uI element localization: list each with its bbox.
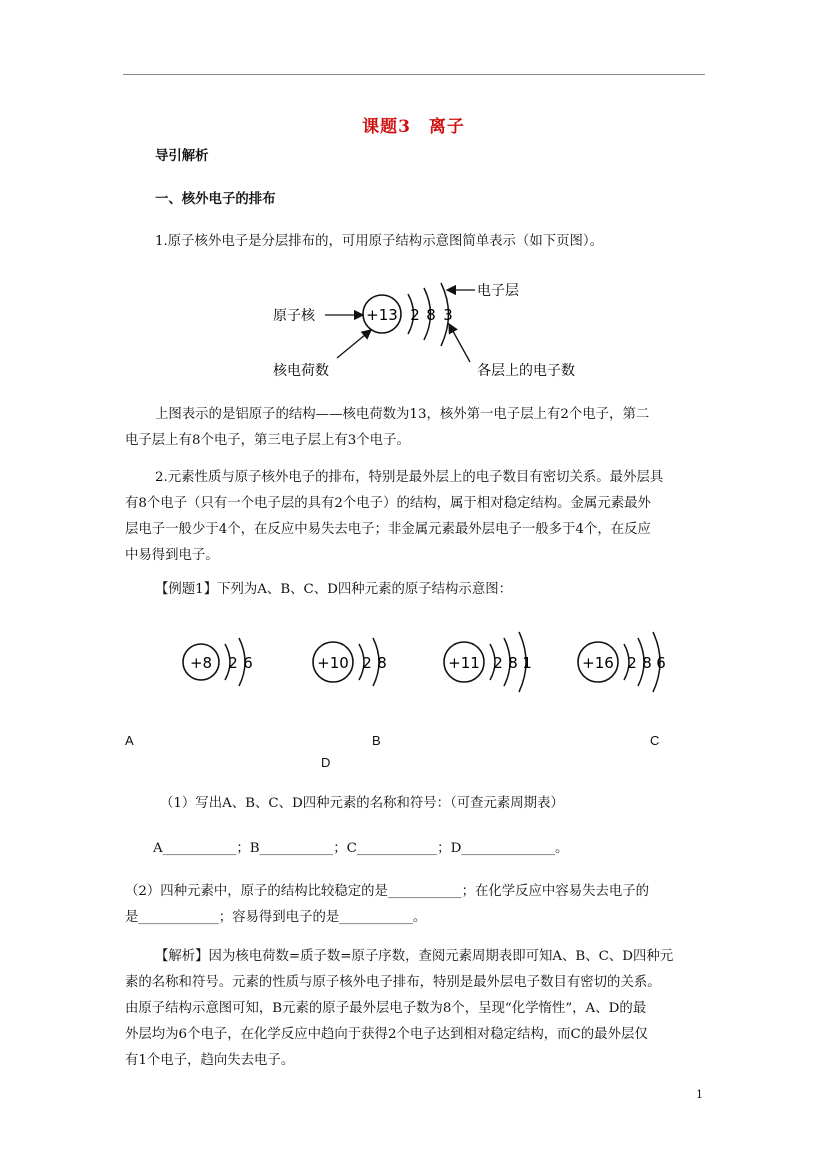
header-rule — [123, 74, 705, 75]
analysis-line-3: 由原子结构示意图可知，B元素的原子最外层电子数为8个，呈现“化学惰性”，A、D的最 — [125, 1001, 647, 1016]
atom-a-label: A — [125, 733, 134, 748]
paragraph-3 — [125, 465, 705, 569]
shell-2-count: 8 — [426, 306, 436, 324]
nucleus-label: 原子核 — [273, 308, 315, 324]
atom-c-label: C — [650, 733, 660, 748]
paragraph-3-line-2: 有8个电子（只有一个电子层的具有2个电子）的结构，属于相对稳定结构。金属元素最外 — [125, 496, 651, 511]
atom-d-diagram — [572, 625, 682, 701]
atom-c-shell-3: 1 — [522, 654, 532, 672]
atom-d-shell-2: 8 — [642, 654, 652, 672]
atom-b-charge: +10 — [317, 654, 349, 672]
paragraph-2 — [125, 402, 705, 454]
atom-b-shell-2: 8 — [377, 654, 387, 672]
atom-b-diagram — [307, 625, 407, 701]
paragraph-2-line-1: 上图表示的是铝原子的结构——核电荷数为13，核外第一电子层上有2个电子，第二 — [155, 407, 650, 422]
shell-1-count: 2 — [410, 306, 420, 324]
analysis-line-4: 外层均为6个电子，在化学反应中趋向于获得2个电子达到相对稳定结构，而C的最外层仅 — [125, 1027, 648, 1042]
section-one-heading: 一、核外电子的排布 — [155, 191, 276, 207]
atom-d-label: D — [321, 755, 331, 770]
section-guide-heading: 导引解析 — [155, 148, 209, 164]
paragraph-3-line-4: 中易得到电子。 — [125, 548, 219, 563]
atom-b-shell-1: 2 — [362, 654, 372, 672]
atom-c-shell-1: 2 — [493, 654, 503, 672]
charge-label: 核电荷数 — [273, 363, 329, 379]
atom-d-charge: +16 — [582, 654, 614, 672]
atom-c-shell-2: 8 — [508, 654, 518, 672]
example-title: 【例题1】下列为A、B、C、D四种元素的原子结构示意图： — [155, 582, 512, 597]
shell-label: 电子层 — [477, 283, 519, 299]
paragraph-3-line-3: 层电子一般少于4个，在反应中易失去电子；非金属元素最外层电子一般多于4个，在反应 — [125, 522, 651, 537]
count-label: 各层上的电子数 — [477, 363, 575, 379]
atom-a-shell-1: 2 — [228, 654, 238, 672]
page-title: 课题3 离子 — [362, 117, 465, 137]
atom-a-diagram — [175, 625, 275, 701]
nucleus-charge: +13 — [366, 306, 398, 324]
atom-d-shell-1: 2 — [627, 654, 637, 672]
paragraph-1: 1.原子核外电子是分层排布的，可用原子结构示意图简单表示（如下页图）。 — [155, 234, 603, 249]
analysis-paragraph — [125, 944, 705, 1074]
atom-a-shell-2: 6 — [243, 654, 253, 672]
question-2-line-1: （2）四种元素中，原子的结构比较稳定的是___________；在化学反应中容易失去电子的 — [125, 884, 650, 899]
paragraph-3-line-1: 2.元素性质与原子核外电子的排布，特别是最外层上的电子数目有密切关系。最外层具 — [155, 470, 664, 485]
paragraph-2-line-2: 电子层上有8个电子，第三电子层上有3个电子。 — [125, 433, 410, 448]
atom-a-charge: +8 — [189, 654, 213, 672]
aluminum-atom-diagram — [265, 272, 595, 391]
atom-c-diagram — [438, 625, 548, 701]
atom-b-label: B — [372, 733, 381, 748]
analysis-line-1: 【解析】因为核电荷数=质子数=原子序数，查阅元素周期表即可知A、B、C、D四种元 — [155, 949, 674, 964]
question-1-blanks: A___________；B___________；C____________；D______________。 — [153, 841, 569, 856]
shell-3-count: 3 — [443, 306, 453, 324]
atom-c-charge: +11 — [448, 654, 480, 672]
question-2 — [125, 879, 649, 931]
atom-d-shell-3: 6 — [656, 654, 666, 672]
analysis-line-2: 素的名称和符号。元素的性质与原子核外电子排布，特别是最外层电子数目有密切的关系。 — [125, 975, 661, 990]
page-number: 1 — [696, 1088, 703, 1101]
question-2-line-2: 是____________；容易得到电子的是___________。 — [125, 910, 427, 925]
analysis-line-5: 有1个电子，趋向失去电子。 — [125, 1053, 295, 1068]
question-1: （1）写出A、B、C、D四种元素的名称和符号：（可查元素周期表） — [160, 796, 564, 811]
